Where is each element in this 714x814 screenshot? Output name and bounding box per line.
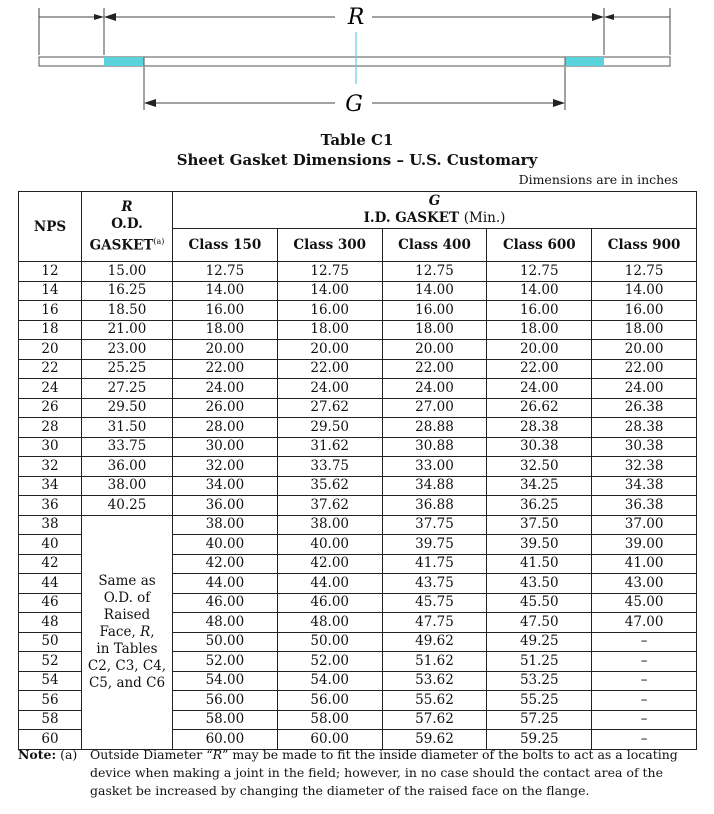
r-label: R — [347, 5, 365, 30]
table-row — [19, 320, 697, 340]
cell-id-class: 30.88 — [382, 437, 487, 457]
gasket-dimension-diagram — [0, 0, 714, 125]
cell-id-class: 60.00 — [173, 730, 278, 750]
cell-id-class: 27.00 — [382, 398, 487, 418]
cell-id-class: 59.25 — [487, 730, 592, 750]
cell-id-class: 37.50 — [487, 515, 592, 535]
cell-id-class: 50.00 — [173, 632, 278, 652]
merged-od-note: Same as O.D. of Raised Face, R, in Tables C2, C3, C4, C5, and C6 — [82, 515, 173, 749]
cell-id-class: 55.62 — [382, 691, 487, 711]
cell-nps: 12 — [19, 262, 82, 282]
table-number: Table C1 — [320, 131, 394, 149]
r-arrowhead-outer-right — [604, 14, 614, 20]
cell-id-class: 42.00 — [173, 554, 278, 574]
cell-id-class: 59.62 — [382, 730, 487, 750]
cell-id-class: 51.25 — [487, 652, 592, 672]
header-class-2: Class 400 — [382, 229, 487, 262]
cell-id-class: 54.00 — [277, 671, 382, 691]
cell-id-class: 22.00 — [592, 359, 697, 379]
cell-id-class: 24.00 — [487, 379, 592, 399]
cell-id-class: 43.50 — [487, 574, 592, 594]
cell-id-class: 34.88 — [382, 476, 487, 496]
cell-id-class: 26.62 — [487, 398, 592, 418]
cell-id-class: 14.00 — [592, 281, 697, 301]
cell-od: 29.50 — [82, 398, 173, 418]
cell-id-class: 39.00 — [592, 535, 697, 555]
cell-id-class: – — [592, 671, 697, 691]
cell-id-class: – — [592, 710, 697, 730]
cell-id-class: 16.00 — [382, 301, 487, 321]
units-note: Dimensions are in inches — [518, 172, 678, 187]
table-note — [18, 746, 698, 800]
r-arrowhead-left — [104, 13, 116, 21]
cell-nps: 20 — [19, 340, 82, 360]
cell-nps: 56 — [19, 691, 82, 711]
cell-id-class: 18.00 — [487, 320, 592, 340]
cell-id-class: 14.00 — [382, 281, 487, 301]
cell-id-class: 45.75 — [382, 593, 487, 613]
header-class-0: Class 150 — [173, 229, 278, 262]
cell-id-class: 47.50 — [487, 613, 592, 633]
note-body: Outside Diameter “R” may be made to fit the inside diameter of the bolts to act as a locating device when making a joint in the field; however, in no case should the contact area of the gasket be increased by changing the diameter of the raised face on the flange. — [90, 747, 678, 798]
cell-nps: 48 — [19, 613, 82, 633]
table-row — [19, 301, 697, 321]
cell-id-class: 45.50 — [487, 593, 592, 613]
cell-id-class: 44.00 — [173, 574, 278, 594]
cell-id-class: 26.00 — [173, 398, 278, 418]
cell-id-class: 12.75 — [382, 262, 487, 282]
cell-nps: 30 — [19, 437, 82, 457]
cell-od: 40.25 — [82, 496, 173, 516]
cell-id-class: 34.00 — [173, 476, 278, 496]
cell-id-class: 12.75 — [173, 262, 278, 282]
cell-id-class: 34.38 — [592, 476, 697, 496]
cell-id-class: 46.00 — [277, 593, 382, 613]
gasket-left-section — [104, 57, 144, 66]
cell-id-class: 39.50 — [487, 535, 592, 555]
cell-id-class: 41.00 — [592, 554, 697, 574]
cell-id-class: 36.38 — [592, 496, 697, 516]
cell-id-class: 18.00 — [173, 320, 278, 340]
cell-id-class: 16.00 — [277, 301, 382, 321]
cell-id-class: 16.00 — [487, 301, 592, 321]
cell-od: 38.00 — [82, 476, 173, 496]
cell-id-class: 49.25 — [487, 632, 592, 652]
cell-id-class: – — [592, 652, 697, 672]
cell-id-class: 12.75 — [277, 262, 382, 282]
cell-id-class: 12.75 — [487, 262, 592, 282]
cell-id-class: 28.88 — [382, 418, 487, 438]
cell-id-class: 28.38 — [487, 418, 592, 438]
cell-id-class: 43.00 — [592, 574, 697, 594]
cell-id-class: 37.62 — [277, 496, 382, 516]
cell-od: 15.00 — [82, 262, 173, 282]
cell-nps: 42 — [19, 554, 82, 574]
header-class-3: Class 600 — [487, 229, 592, 262]
cell-id-class: 52.00 — [277, 652, 382, 672]
cell-id-class: 32.00 — [173, 457, 278, 477]
cell-id-class: 57.62 — [382, 710, 487, 730]
cell-id-class: 14.00 — [277, 281, 382, 301]
cell-id-class: 14.00 — [173, 281, 278, 301]
r-arrowhead-outer-left — [94, 14, 104, 20]
cell-id-class: 22.00 — [173, 359, 278, 379]
table-title — [0, 130, 714, 170]
cell-nps: 18 — [19, 320, 82, 340]
table-row — [19, 340, 697, 360]
cell-id-class: 20.00 — [487, 340, 592, 360]
cell-id-class: 29.50 — [277, 418, 382, 438]
cell-id-class: 20.00 — [592, 340, 697, 360]
cell-nps: 22 — [19, 359, 82, 379]
table-row — [19, 515, 697, 535]
cell-id-class: 36.88 — [382, 496, 487, 516]
cell-id-class: 53.62 — [382, 671, 487, 691]
cell-id-class: 48.00 — [277, 613, 382, 633]
cell-od: 33.75 — [82, 437, 173, 457]
cell-id-class: 18.00 — [382, 320, 487, 340]
table-row — [19, 496, 697, 516]
cell-nps: 40 — [19, 535, 82, 555]
cell-nps: 38 — [19, 515, 82, 535]
cell-nps: 32 — [19, 457, 82, 477]
table-row — [19, 476, 697, 496]
cell-id-class: 34.25 — [487, 476, 592, 496]
g-arrowhead-left — [144, 99, 156, 107]
table-row — [19, 262, 697, 282]
cell-id-class: 36.25 — [487, 496, 592, 516]
cell-od: 27.25 — [82, 379, 173, 399]
cell-id-class: 18.00 — [277, 320, 382, 340]
cell-id-class: 24.00 — [173, 379, 278, 399]
cell-id-class: 35.62 — [277, 476, 382, 496]
cell-id-class: 38.00 — [173, 515, 278, 535]
cell-od: 18.50 — [82, 301, 173, 321]
cell-id-class: 55.25 — [487, 691, 592, 711]
cell-id-class: 26.38 — [592, 398, 697, 418]
cell-id-class: 33.00 — [382, 457, 487, 477]
cell-od: 21.00 — [82, 320, 173, 340]
cell-od: 16.25 — [82, 281, 173, 301]
cell-id-class: 40.00 — [277, 535, 382, 555]
cell-id-class: 31.62 — [277, 437, 382, 457]
cell-id-class: 56.00 — [277, 691, 382, 711]
cell-nps: 24 — [19, 379, 82, 399]
cell-id-class: 16.00 — [173, 301, 278, 321]
cell-nps: 26 — [19, 398, 82, 418]
cell-id-class: 30.38 — [487, 437, 592, 457]
table-row — [19, 379, 697, 399]
note-marker: (a) — [60, 747, 78, 762]
cell-id-class: 48.00 — [173, 613, 278, 633]
cell-id-class: 44.00 — [277, 574, 382, 594]
cell-nps: 52 — [19, 652, 82, 672]
cell-nps: 46 — [19, 593, 82, 613]
cell-nps: 14 — [19, 281, 82, 301]
cell-id-class: – — [592, 691, 697, 711]
cell-id-class: – — [592, 632, 697, 652]
table-row — [19, 418, 697, 438]
cell-id-class: 24.00 — [277, 379, 382, 399]
cell-id-class: 47.75 — [382, 613, 487, 633]
cell-id-class: 41.75 — [382, 554, 487, 574]
cell-id-class: 47.00 — [592, 613, 697, 633]
cell-id-class: 14.00 — [487, 281, 592, 301]
g-label: G — [345, 92, 363, 117]
cell-nps: 54 — [19, 671, 82, 691]
cell-nps: 16 — [19, 301, 82, 321]
cell-id-class: 45.00 — [592, 593, 697, 613]
header-od-gasket: R O.D. GASKET$^{(a)}$ — [82, 192, 173, 262]
cell-id-class: 32.38 — [592, 457, 697, 477]
cell-od: 36.00 — [82, 457, 173, 477]
cell-nps: 44 — [19, 574, 82, 594]
cell-id-class: 24.00 — [382, 379, 487, 399]
cell-id-class: 38.00 — [277, 515, 382, 535]
cell-id-class: 49.62 — [382, 632, 487, 652]
cell-nps: 58 — [19, 710, 82, 730]
cell-nps: 36 — [19, 496, 82, 516]
cell-id-class: 20.00 — [173, 340, 278, 360]
table-row — [19, 457, 697, 477]
cell-id-class: 46.00 — [173, 593, 278, 613]
cell-id-class: 22.00 — [487, 359, 592, 379]
table-row — [19, 437, 697, 457]
cell-id-class: 50.00 — [277, 632, 382, 652]
footnote-ref: (a) — [153, 236, 165, 246]
cell-id-class: 20.00 — [382, 340, 487, 360]
cell-id-class: 42.00 — [277, 554, 382, 574]
cell-id-class: 58.00 — [277, 710, 382, 730]
cell-id-class: 33.75 — [277, 457, 382, 477]
cell-od: 23.00 — [82, 340, 173, 360]
cell-id-class: 54.00 — [173, 671, 278, 691]
cell-id-class: – — [592, 730, 697, 750]
cell-id-class: 32.50 — [487, 457, 592, 477]
cell-id-class: 39.75 — [382, 535, 487, 555]
cell-id-class: 36.00 — [173, 496, 278, 516]
cell-id-class: 57.25 — [487, 710, 592, 730]
cell-id-class: 28.38 — [592, 418, 697, 438]
cell-id-class: 52.00 — [173, 652, 278, 672]
cell-id-class: 51.62 — [382, 652, 487, 672]
r-arrowhead-right — [592, 13, 604, 21]
cell-id-class: 30.38 — [592, 437, 697, 457]
cell-nps: 50 — [19, 632, 82, 652]
cell-od: 25.25 — [82, 359, 173, 379]
cell-id-class: 40.00 — [173, 535, 278, 555]
cell-id-class: 24.00 — [592, 379, 697, 399]
cell-id-class: 16.00 — [592, 301, 697, 321]
header-class-4: Class 900 — [592, 229, 697, 262]
cell-id-class: 22.00 — [382, 359, 487, 379]
cell-id-class: 56.00 — [173, 691, 278, 711]
header-id-gasket: G I.D. GASKET (Min.) — [173, 192, 697, 229]
cell-id-class: 20.00 — [277, 340, 382, 360]
cell-id-class: 12.75 — [592, 262, 697, 282]
cell-id-class: 60.00 — [277, 730, 382, 750]
note-label: Note: — [18, 747, 57, 762]
cell-od: 31.50 — [82, 418, 173, 438]
cell-id-class: 53.25 — [487, 671, 592, 691]
table-row — [19, 398, 697, 418]
gasket-dimensions-table — [18, 191, 697, 750]
cell-id-class: 41.50 — [487, 554, 592, 574]
cell-id-class: 37.75 — [382, 515, 487, 535]
gasket-right-section — [565, 57, 604, 66]
g-arrowhead-right — [553, 99, 565, 107]
cell-id-class: 58.00 — [173, 710, 278, 730]
cell-id-class: 43.75 — [382, 574, 487, 594]
cell-id-class: 27.62 — [277, 398, 382, 418]
cell-nps: 60 — [19, 730, 82, 750]
cell-nps: 28 — [19, 418, 82, 438]
cell-id-class: 28.00 — [173, 418, 278, 438]
table-row — [19, 359, 697, 379]
table-row — [19, 281, 697, 301]
cell-id-class: 30.00 — [173, 437, 278, 457]
cell-id-class: 18.00 — [592, 320, 697, 340]
header-class-1: Class 300 — [277, 229, 382, 262]
cell-nps: 34 — [19, 476, 82, 496]
header-nps: NPS — [19, 192, 82, 262]
cell-id-class: 37.00 — [592, 515, 697, 535]
cell-id-class: 22.00 — [277, 359, 382, 379]
table-caption: Sheet Gasket Dimensions – U.S. Customary — [176, 151, 538, 169]
